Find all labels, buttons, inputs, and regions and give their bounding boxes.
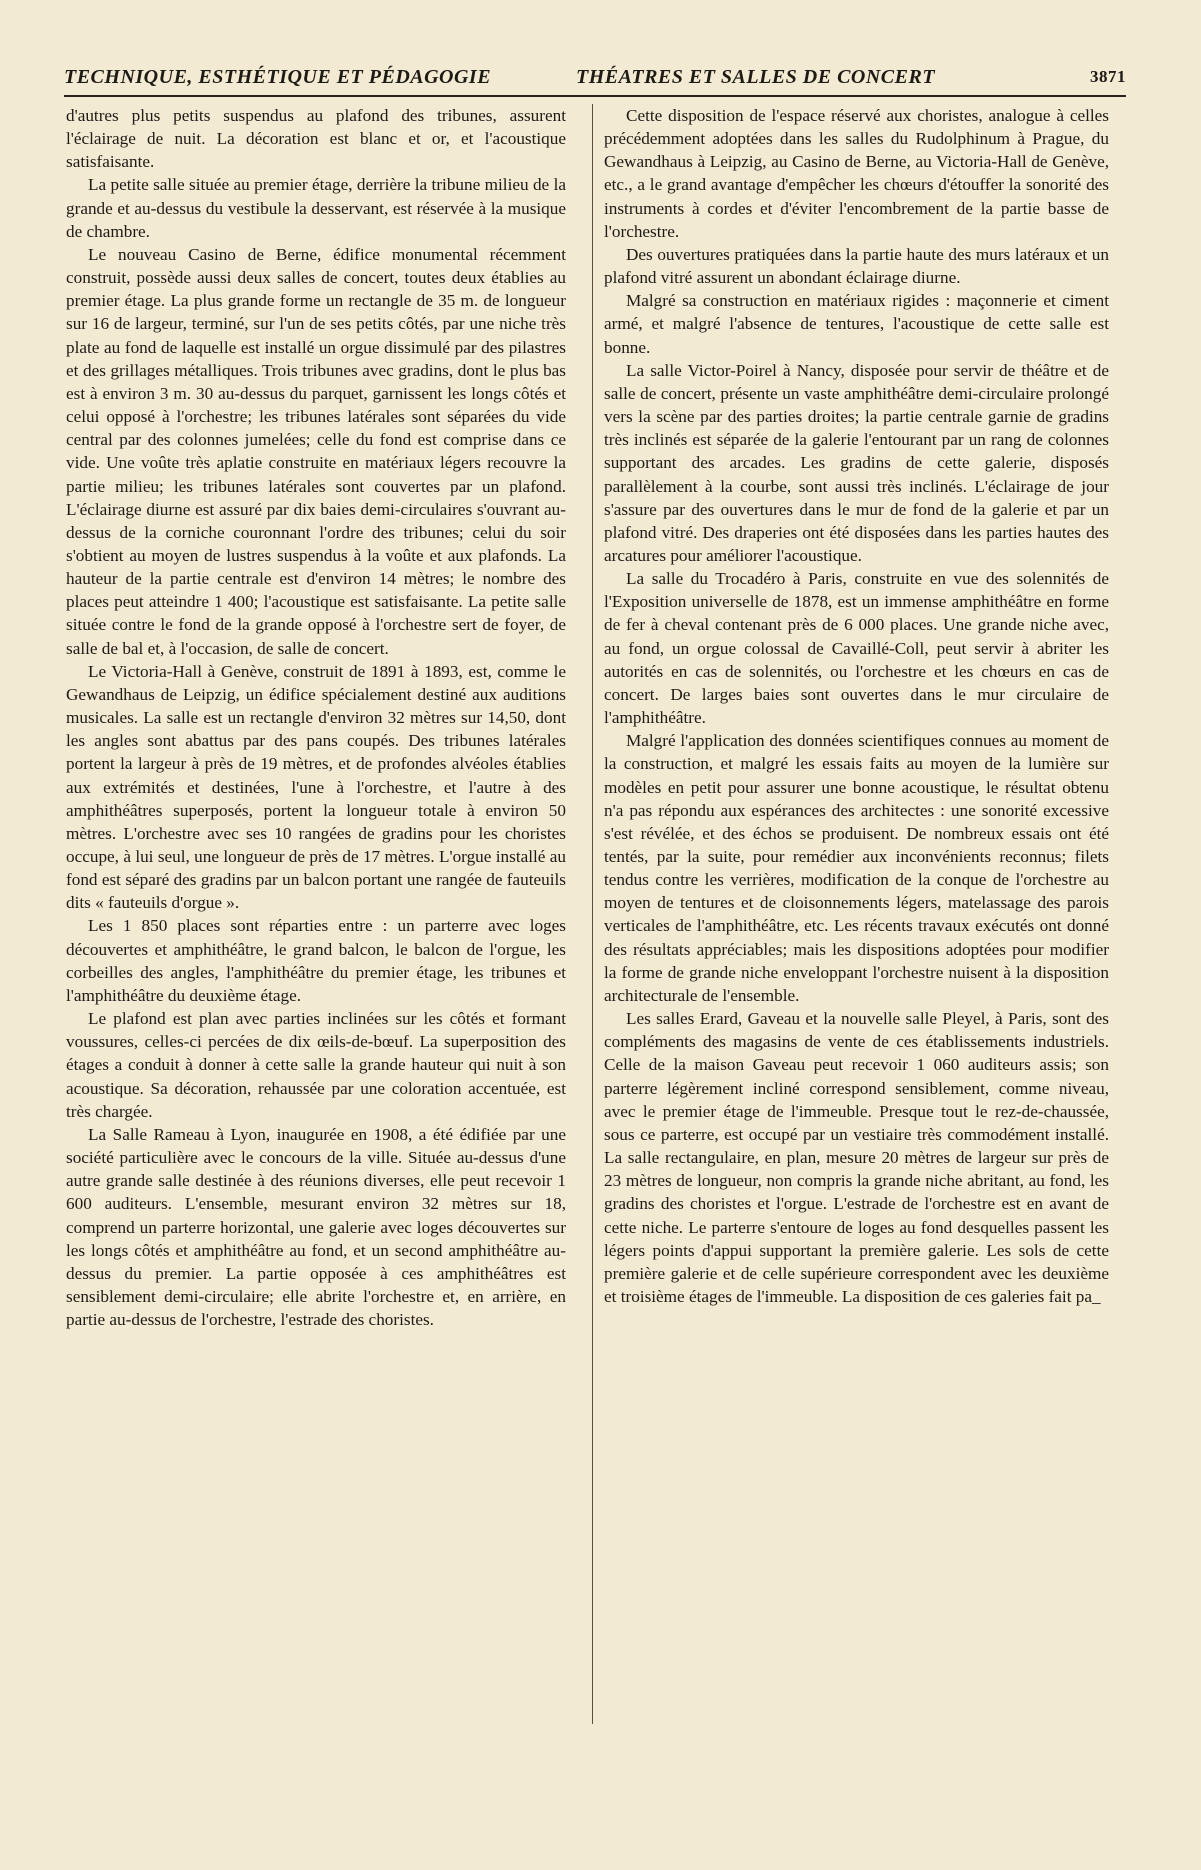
paragraph: Malgré l'application des données scientifiques connues au moment de la construction, et malgré les essais faits au moyen de la lumière sur modèles en petit pour assurer une bonne acoustique, le résultat obtenu n'a pas répondu aux espérances des architectes : une sonorité excessive s'est révélée, et des échos se produisent. De nombreux essais ont été tentés, par la suite, pour remédier aux inconvénients reconnus; filets tendus contre les verrières, modification de la conque de l'orchestre au moyen de tentures et de cloisonnements légers, matelassage des parois verticales de l'amphithéâtre, etc. Les récents travaux exécutés ont donné des résultats appréciables; mais les dispositions adoptées pour modifier la forme de grande niche enveloppant l'orchestre nuisent à la disposition architecturale de l'ensemble.: [604, 731, 1109, 1005]
column-divider: [592, 104, 593, 1724]
paragraph: Les salles Erard, Gaveau et la nouvelle salle Pleyel, à Paris, sont des compléments des magasins de vente de ces établissements industriels. Celle de la maison Gaveau peut recevoir 1 060 auditeurs assis; son parterre légèrement incliné correspond sensiblement, comme niveau, avec le premier étage de l'immeuble. Presque tout le rez-de-chaussée, sous ce parterre, est occupé par un vestiaire très commodément installé. La salle rectangulaire, en plan, mesure 20 mètres de largeur sur près de 23 mètres de longueur, non compris la grande niche abritant, au fond, les gradins des choristes et l'orgue. L'estrade de l'orchestre est en avant de cette niche. Le parterre s'entoure de loges au fond desquelles passent les légers points d'appui supportant la première galerie. Les sols de cette première galerie et de celle supérieure correspondent avec les deuxième et troisième étages de l'immeuble. La disposition de ces galeries fait pa_: [604, 1009, 1109, 1306]
paragraph: La salle du Trocadéro à Paris, construite en vue des solennités de l'Exposition universelle de 1878, est un immense amphithéâtre en forme de fer à cheval contenant près de 6 000 places. Une grande niche avec, au fond, un orgue colossal de Cavaillé-Coll, peut servir à abriter les autorités en cas de solennités, ou l'orchestre et les chœurs en cas de concert. De larges baies sont ouvertes dans le mur circulaire de l'amphithéâtre.: [604, 569, 1109, 728]
paragraph: Malgré sa construction en matériaux rigides : maçonnerie et ciment armé, et malgré l'absence de tentures, l'acoustique de cette salle est bonne.: [604, 291, 1109, 357]
paragraph: Le nouveau Casino de Berne, édifice monumental récemment construit, possède aussi deux salles de concert, toutes deux établies au premier étage. La plus grande forme un rectangle de 35 m. de longueur sur 16 de largeur, terminé, sur l'un de ses petits côtés, par une niche très plate au fond de laquelle est installé un orgue dissimulé par des pilastres et des grillages métalliques. Trois tribunes avec gradins, dont le plus bas est à environ 3 m. 30 au-dessus du parquet, garnissent les longs côtés et celui opposé à l'orchestre; les tribunes latérales sont séparées du vide central par des colonnes jumelées; celle du fond est comprise dans ce vide. Une voûte très aplatie construite en matériaux légers recouvre la partie milieu; les tribunes latérales sont couvertes par un plafond. L'éclairage diurne est assuré par dix baies demi-circulaires s'ouvrant au-dessus de la corniche couronnant l'ordre des tribunes; celui du soir s'obtient au moyen de lustres suspendus à la voûte et aux plafonds. La hauteur de la partie centrale est d'environ 14 mètres; le nombre des places peut atteindre 1 400; l'acoustique est satisfaisante. La petite salle située contre le fond de la grande opposé à l'orchestre sert de foyer, de salle de bal et, à l'occasion, de salle de concert.: [66, 244, 566, 658]
paragraph: La Salle Rameau à Lyon, inaugurée en 1908, a été édifiée par une société particulière avec le concours de la ville. Située au-dessus d'une autre grande salle destinée à des réunions diverses, elle peut recevoir 1 600 auditeurs. L'ensemble, mesurant environ 32 mètres sur 18, comprend un parterre horizontal, une galerie avec loges découvertes sur les longs côtés et amphithéâtre au fond, et un second amphithéâtre au-dessus du premier. La partie opposée à ces amphithéâtres est sensiblement demi-circulaire; elle abrite l'orchestre et, en arrière, en partie au-dessus de l'orchestre, l'estrade des choristes.: [66, 1124, 566, 1330]
paragraph: Des ouvertures pratiquées dans la partie haute des murs latéraux et un plafond vitré assurent un abondant éclairage diurne.: [604, 244, 1109, 288]
paragraph: Les 1 850 places sont réparties entre : un parterre avec loges découvertes et amphithéâtre, le grand balcon, le balcon de l'orgue, les corbeilles des angles, l'amphithéâtre du premier étage, les tribunes et l'amphithéâtre du deuxième étage.: [66, 916, 566, 1005]
left-column: [66, 104, 566, 1331]
header-rule: [64, 95, 1126, 97]
paragraph: Le Victoria-Hall à Genève, construit de 1891 à 1893, est, comme le Gewandhaus de Leipzig, un édifice spécialement destiné aux auditions musicales. La salle est un rectangle d'environ 32 mètres sur 14,50, dont les angles sont abattus par des pans coupés. Des tribunes latérales portent la largeur à près de 19 mètres, et de profondes alvéoles établies aux extrémités et destinées, l'une à l'orchestre, et l'autre à des amphithéâtres superposés, portent la longueur totale à environ 50 mètres. L'orchestre avec ses 10 rangées de gradins pour les choristes occupe, à lui seul, une longueur de près de 17 mètres. L'orgue installé au fond est séparé des gradins par un balcon portant une rangée de fauteuils dits « fauteuils d'orgue ».: [66, 661, 566, 913]
paragraph: La salle Victor-Poirel à Nancy, disposée pour servir de théâtre et de salle de concert, présente un vaste amphithéâtre demi-circulaire prolongé vers la scène par des parties droites; la partie centrale garnie de gradins très inclinés est séparée de la galerie l'entourant par un rang de colonnes supportant des arcades. Les gradins de cette galerie, disposés parallèlement à la courbe, sont aussi très inclinés. L'éclairage de jour s'assure par des ouvertures dans le mur de fond de la galerie et par un plafond vitré. Des draperies ont été disposées dans les parties hautes des arcatures pour améliorer l'acoustique.: [604, 360, 1109, 565]
paragraph: Le plafond est plan avec parties inclinées sur les côtés et formant voussures, celles-ci percées de dix œils-de-bœuf. La superposition des étages a conduit à donner à cette salle la grande hauteur qui nuit à son acoustique. Sa décoration, rehaussée par une coloration accentuée, est très chargée.: [66, 1009, 566, 1121]
paragraph: d'autres plus petits suspendus au plafond des tribunes, assurent l'éclairage de nuit. La décoration est blanc et or, et l'acoustique satisfaisante.: [66, 106, 566, 172]
page-number: 3871: [1090, 67, 1126, 86]
header-right-title: THÉATRES ET SALLES DE CONCERT: [576, 66, 936, 88]
running-header: [64, 66, 1126, 96]
paragraph: La petite salle située au premier étage, derrière la tribune milieu de la grande et au-dessus du vestibule la desservant, est réservée à la musique de chambre.: [66, 175, 566, 241]
paragraph: Cette disposition de l'espace réservé aux choristes, analogue à celles précédemment adoptées dans les salles du Rudolphinum à Prague, du Gewandhaus à Leipzig, au Casino de Berne, au Victoria-Hall de Genève, etc., a le grand avantage d'empêcher les chœurs d'étouffer la sonorité des instruments à cordes et d'éviter l'encombrement de la partie basse de l'orchestre.: [604, 106, 1109, 241]
right-column: [604, 104, 1109, 1308]
header-left-title: TECHNIQUE, ESTHÉTIQUE ET PÉDAGOGIE: [64, 66, 492, 88]
